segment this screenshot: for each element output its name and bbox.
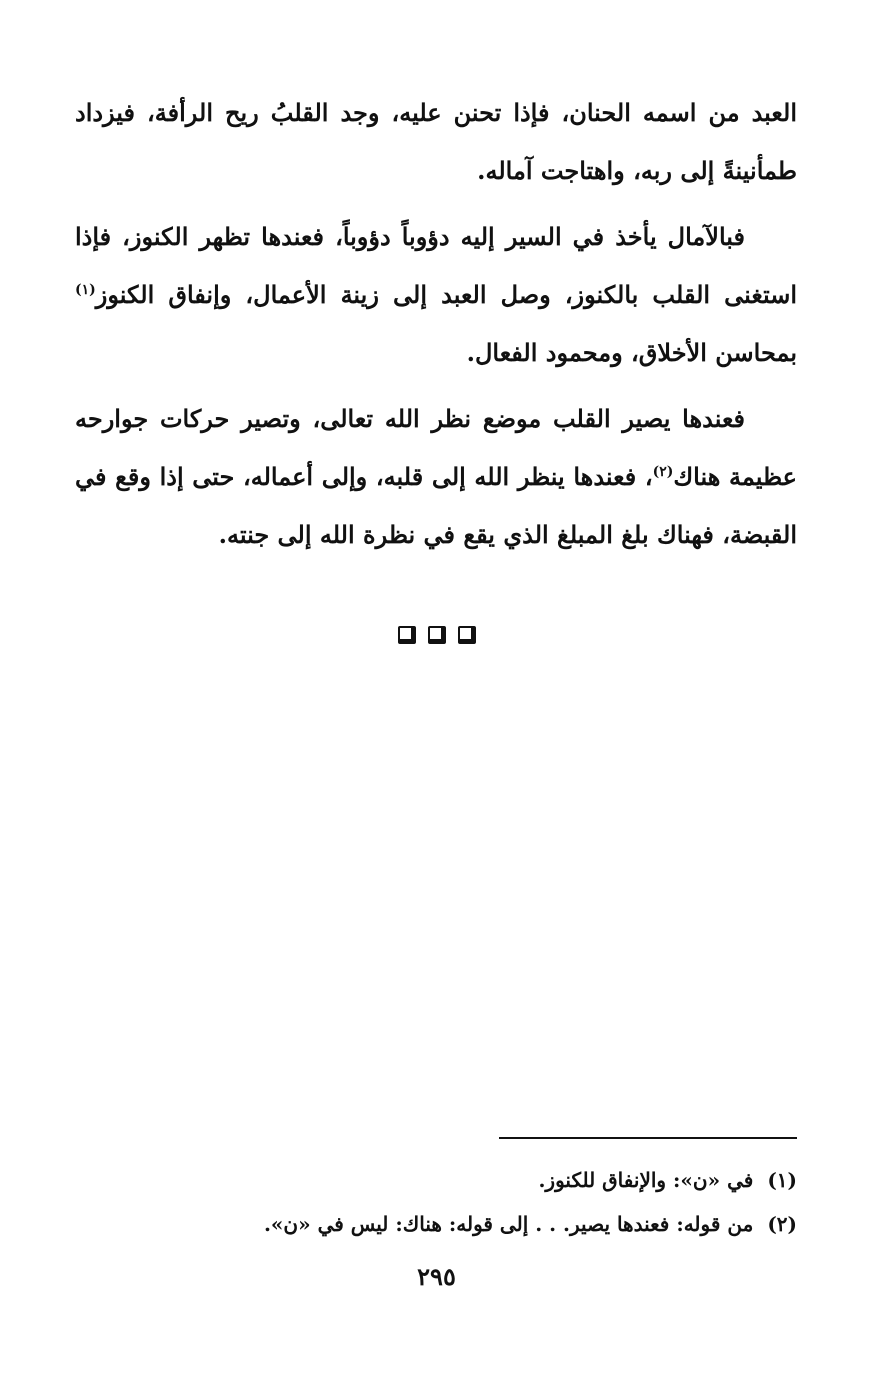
footnote-ref-1[interactable]: (١) — [75, 282, 96, 298]
main-text — [75, 84, 797, 572]
footnote-1 — [75, 1158, 797, 1202]
paragraph-1-text: العبد من اسمه الحنان، فإذا تحنن عليه، وجد القلبُ ريح الرأفة، فيزداد طمأنينةً إلى ربه، واهتاجت آماله. — [75, 98, 797, 185]
footnote-text: في «ن»: والإنفاق للكنوز. — [538, 1168, 754, 1192]
paragraph-3 — [75, 390, 797, 564]
footnotes — [75, 1158, 797, 1246]
footnote-separator — [499, 1137, 797, 1139]
footnote-2 — [75, 1202, 797, 1246]
section-divider-ornament — [0, 626, 873, 644]
square-ornament-icon — [398, 626, 416, 644]
paragraph-1 — [75, 84, 797, 200]
paragraph-3-text-b: ، فعندها ينظر الله إلى قلبه، وإلى أعماله، حتى إذا وقع في القبضة، فهناك بلغ المبلغ الذي يقع في نظرة الله إلى جنته. — [75, 462, 797, 549]
footnote-ref-2[interactable]: (٢) — [652, 464, 674, 480]
square-ornament-icon — [458, 626, 476, 644]
footnote-number: (٢) — [767, 1212, 797, 1236]
square-ornament-icon — [428, 626, 446, 644]
paragraph-3-text-a: فعندها يصير القلب موضع نظر الله تعالى، وتصير حركات جوارحه عظيمة هناك — [75, 404, 797, 491]
page-number: ٢٩٥ — [417, 1262, 456, 1291]
paragraph-2-text-a: فبالآمال يأخذ في السير إليه دؤوباً دؤوباً، فعندها تظهر الكنوز، فإذا استغنى القلب بالكنوز، وصل العبد إلى زينة الأعمال، وإنفاق الكنوز — [75, 222, 797, 309]
paragraph-2 — [75, 208, 797, 382]
footnote-number: (١) — [767, 1168, 797, 1192]
footnote-text: من قوله: فعندها يصير. . . إلى قوله: هناك: ليس في «ن». — [263, 1212, 754, 1236]
paragraph-2-text-b: بمحاسن الأخلاق، ومحمود الفعال. — [466, 338, 797, 367]
